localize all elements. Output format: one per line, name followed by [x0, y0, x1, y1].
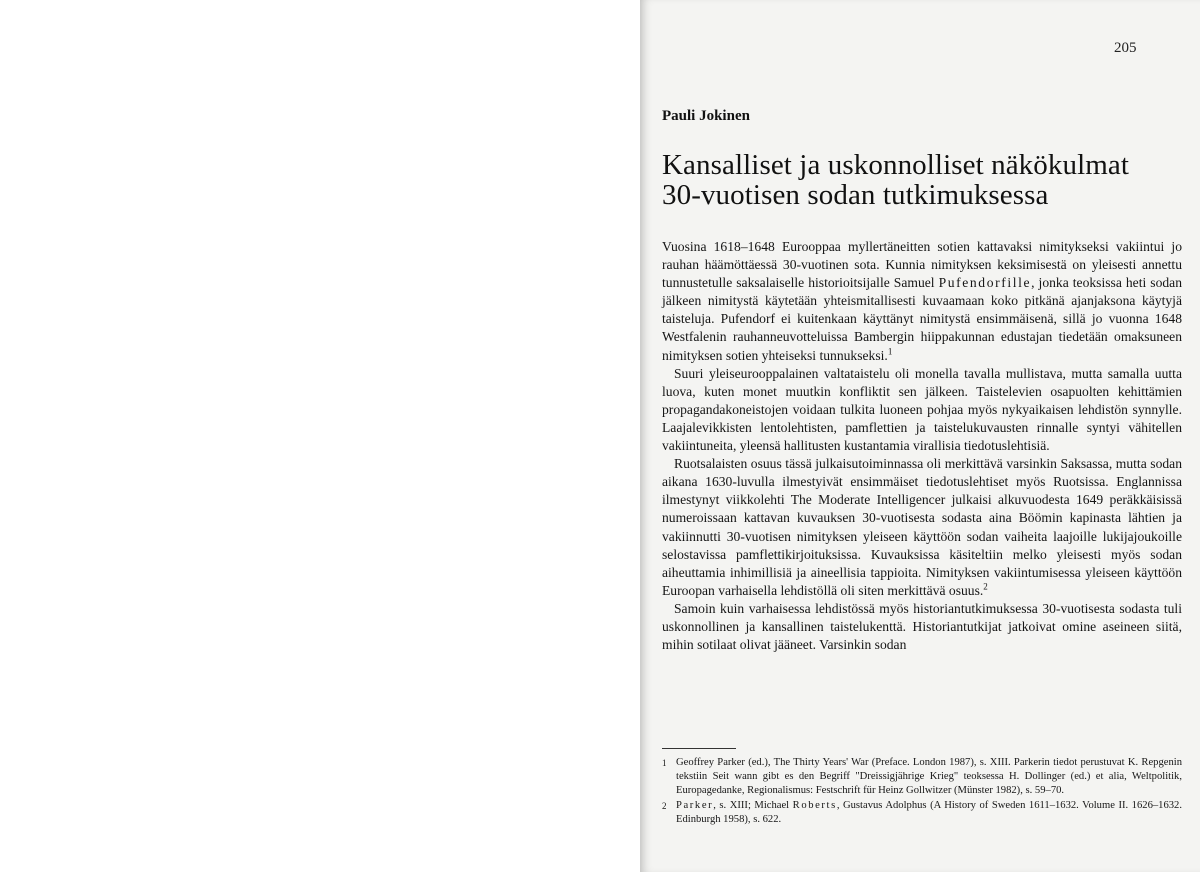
- footnote-1: [662, 756, 1182, 798]
- article-body: [662, 238, 1182, 654]
- spaced-name-roberts: Roberts: [792, 800, 837, 811]
- footnote-ref-1[interactable]: 1: [887, 346, 893, 357]
- footnote-number: 2: [662, 801, 667, 811]
- paragraph-3-text: Ruotsalaisten osuus tässä julkaisutoiminnassa oli merkittävä varsinkin Saksassa, mutta sodan aikana 1630-luvulla ilmestyivät ensimmäiset tiedotuslehtiset myös Ruotsissa. Englannissa ilmestynyt viikkolehti The Moderate Intelligencer julkaisi alkuvuodesta 1649 peräkkäisissä numeroissaan kattavan kuvauksen 30-vuotisesta sodasta aina Böömin kapinasta lähtien ja vakiinnutti 30-vuotisen nimityksen yleiseen käyttöön sodan vaiheita laajoille lukijajoukoille selostavissa pamflettikirjoituksissa. Kuvauksissa käsiteltiin melko yleisesti myös sodan aiheuttamia inhimillisiä ja aineellisia tappioita. Nimityksen vakiintumisessa yleiseen käyttöön Euroopan varhaisella lehdistöllä oli siten merkittävä osuus.: [662, 456, 1182, 598]
- spaced-name-parker: Parker: [676, 800, 714, 811]
- footnote-2-text-b: , Gustavus Adolphus (A History of Sweden 1611–1632. Volume II. 1626–1632. Edinburgh 1958), s. 622.: [676, 800, 1182, 825]
- footnotes: [662, 756, 1182, 828]
- footnote-text: [676, 799, 1182, 827]
- footnote-number: 1: [662, 758, 667, 768]
- title-line-2: 30-vuotisen sodan tutkimuksessa: [662, 179, 1049, 211]
- spaced-name-pufendorf: Pufendorfille: [938, 275, 1032, 291]
- footnote-ref-2[interactable]: 2: [983, 581, 988, 592]
- author-name: Pauli Jokinen: [662, 108, 750, 124]
- title-line-1: Kansalliset ja uskonnolliset näkökulmat: [662, 149, 1130, 181]
- right-page: [640, 0, 1200, 872]
- paragraph-4: Samoin kuin varhaisessa lehdistössä myös historiantutkimuksessa 30-vuotisesta sodasta tuli uskonnollinen ja kansallinen taistelukenttä. Historiantutkijat jatkoivat omine aseineen siitä, mihin sotilaat olivat jääneet. Varsinkin sodan: [662, 600, 1182, 653]
- paragraph-3: [662, 455, 1182, 600]
- page-number: 205: [1114, 40, 1137, 56]
- paragraph-1-text-a: Vuosina 1618–1648 Eurooppaa myllertäneitten sotien kattavaksi nimitykseksi vakiintui jo rauhan häämöttäessä 30-vuotinen sota. Kunnia nimityksen keksimisestä on yleisesti annettu tunnustetulle saksalaiselle historioitsijalle Samuel: [662, 239, 1182, 291]
- footnote-rule: [662, 748, 736, 749]
- paragraph-1: [662, 238, 1182, 365]
- paragraph-1-text-b: , jonka teoksissa heti sodan jälkeen nimitystä käytetään yhteismitallisesti kuvaamaan koko pitkänä ajanjaksona käytyjä taisteluja. Pufendorf ei kuitenkaan käyttänyt nimitystä ensimmäisenä, sillä jo vuonna 1648 Westfalenin rauhanneuvotteluissa Bambergin hiippakunnan edustajan tiedetään omaksuneen nimityksen sotien yhteiseksi tunnukseksi.: [662, 275, 1182, 363]
- footnote-text: Geoffrey Parker (ed.), The Thirty Years' War (Preface. London 1987), s. XIII. Parkerin tiedot perustuvat K. Repgenin tekstiin Seit wann gibt es den Begriff "Dreissigjährige Krieg" teoksessa H. Dollinger (ed.) et alia, Weltpolitik, Europagedanke, Regionalismus: Festschrift für Heinz Gollwitzer (Münster 1982), s. 59–70.: [676, 757, 1182, 796]
- footnote-2: [662, 799, 1182, 827]
- footnote-2-text-a: , s. XIII; Michael: [713, 800, 793, 811]
- paragraph-2: Suuri yleiseurooppalainen valtataistelu oli monella tavalla mullistava, mutta samalla uutta luova, kuten monet muutkin konfliktit sen jälkeen. Taistelevien osapuolten kehittämien propagandakoneistojen voidaan tulkita luoneen pohjaa myös nykyaikaisen lehdistön synnylle. Laajalevikkisten lentolehtisten, pamflettien ja taistelukuvausten rinnalle syntyi vähitellen vakiintuneita, yleensä hallitusten kustantamia virallisia tiedotuslehtisiä.: [662, 365, 1182, 454]
- article-title: [662, 150, 1182, 210]
